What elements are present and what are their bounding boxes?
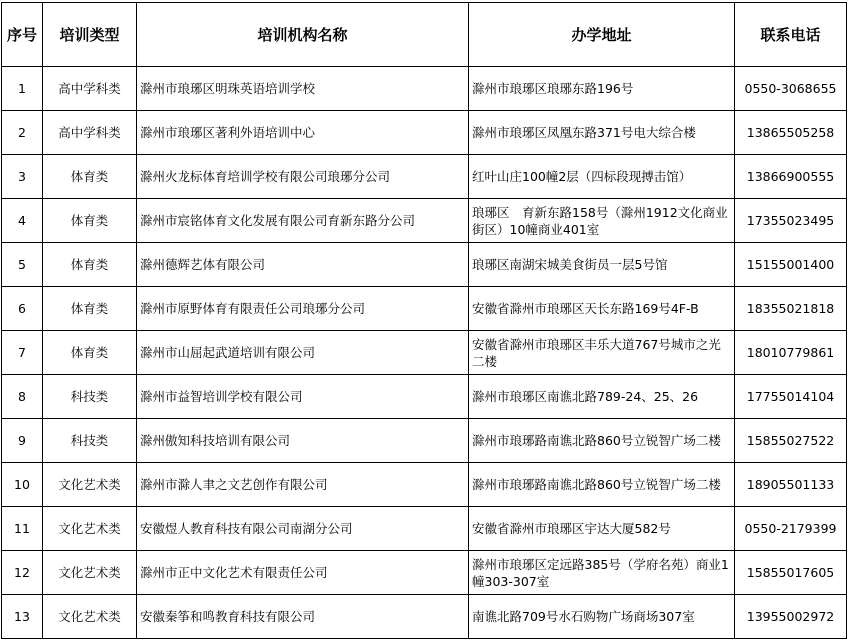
cell-address: 安徽省滁州市琅琊区丰乐大道767号城市之光二楼 [469,331,735,375]
cell-type: 文化艺术类 [43,507,137,551]
cell-type: 体育类 [43,243,137,287]
cell-name: 滁州市原野体育有限责任公司琅琊分公司 [137,287,469,331]
table-row [2,199,847,243]
table-row [2,551,847,595]
table-row [2,463,847,507]
cell-name: 滁州市琅琊区著利外语培训中心 [137,111,469,155]
table-row [2,67,847,111]
cell-seq: 10 [2,463,43,507]
cell-type: 科技类 [43,375,137,419]
header-name: 培训机构名称 [137,3,469,67]
cell-phone: 17755014104 [735,375,847,419]
cell-address: 滁州市琅琊路南谯北路860号立锐智广场二楼 [469,463,735,507]
header-seq: 序号 [2,3,43,67]
cell-phone: 15155001400 [735,243,847,287]
cell-address: 安徽省滁州市琅琊区宇达大厦582号 [469,507,735,551]
cell-phone: 18010779861 [735,331,847,375]
table-row [2,243,847,287]
table-row [2,331,847,375]
cell-name: 安徽秦筝和鸣教育科技有限公司 [137,595,469,639]
table-row [2,155,847,199]
cell-type: 文化艺术类 [43,463,137,507]
cell-type: 体育类 [43,287,137,331]
table-row [2,595,847,639]
cell-seq: 12 [2,551,43,595]
cell-phone: 13866900555 [735,155,847,199]
cell-phone: 18905501133 [735,463,847,507]
cell-seq: 11 [2,507,43,551]
cell-phone: 0550-2179399 [735,507,847,551]
cell-name: 滁州火龙标体育培训学校有限公司琅琊分公司 [137,155,469,199]
training-institutions-table [1,2,847,639]
cell-address: 滁州市琅琊区南谯北路789-24、25、26 [469,375,735,419]
header-row [2,3,847,67]
cell-seq: 6 [2,287,43,331]
cell-phone: 15855027522 [735,419,847,463]
cell-type: 文化艺术类 [43,595,137,639]
cell-phone: 13865505258 [735,111,847,155]
cell-seq: 7 [2,331,43,375]
cell-address: 滁州市琅琊区琅琊东路196号 [469,67,735,111]
cell-phone: 18355021818 [735,287,847,331]
cell-name: 滁州市琅琊区明珠英语培训学校 [137,67,469,111]
cell-name: 滁州市山屈起武道培训有限公司 [137,331,469,375]
cell-seq: 2 [2,111,43,155]
cell-seq: 13 [2,595,43,639]
cell-name: 滁州市宸铭体育文化发展有限公司育新东路分公司 [137,199,469,243]
cell-address: 安徽省滁州市琅琊区天长东路169号4F-B [469,287,735,331]
cell-address: 滁州市琅琊区定远路385号（学府名苑）商业1幢303-307室 [469,551,735,595]
cell-name: 滁州市正中文化艺术有限责任公司 [137,551,469,595]
header-phone: 联系电话 [735,3,847,67]
cell-type: 高中学科类 [43,67,137,111]
cell-seq: 1 [2,67,43,111]
cell-type: 体育类 [43,199,137,243]
cell-phone: 17355023495 [735,199,847,243]
cell-type: 体育类 [43,331,137,375]
cell-address: 南谯北路709号水石购物广场商场307室 [469,595,735,639]
cell-address: 琅琊区南湖宋城美食街员一层5号馆 [469,243,735,287]
table-row [2,507,847,551]
cell-seq: 8 [2,375,43,419]
table-row [2,287,847,331]
cell-name: 安徽煜人教育科技有限公司南湖分公司 [137,507,469,551]
cell-type: 文化艺术类 [43,551,137,595]
cell-name: 滁州市滁人聿之文艺创作有限公司 [137,463,469,507]
cell-name: 滁州德辉艺体有限公司 [137,243,469,287]
cell-type: 体育类 [43,155,137,199]
header-address: 办学地址 [469,3,735,67]
table-row [2,111,847,155]
table-row [2,375,847,419]
cell-phone: 0550-3068655 [735,67,847,111]
cell-seq: 5 [2,243,43,287]
cell-name: 滁州市益智培训学校有限公司 [137,375,469,419]
cell-seq: 9 [2,419,43,463]
cell-address: 滁州市琅琊路南谯北路860号立锐智广场二楼 [469,419,735,463]
cell-address: 红叶山庄100幢2层（四标段现搏击馆） [469,155,735,199]
cell-phone: 15855017605 [735,551,847,595]
cell-address: 琅琊区 育新东路158号（滁州1912文化商业街区）10幢商业401室 [469,199,735,243]
cell-phone: 13955002972 [735,595,847,639]
cell-seq: 3 [2,155,43,199]
cell-type: 科技类 [43,419,137,463]
cell-address: 滁州市琅琊区凤凰东路371号电大综合楼 [469,111,735,155]
cell-name: 滁州傲知科技培训有限公司 [137,419,469,463]
table-row [2,419,847,463]
header-type: 培训类型 [43,3,137,67]
cell-type: 高中学科类 [43,111,137,155]
cell-seq: 4 [2,199,43,243]
